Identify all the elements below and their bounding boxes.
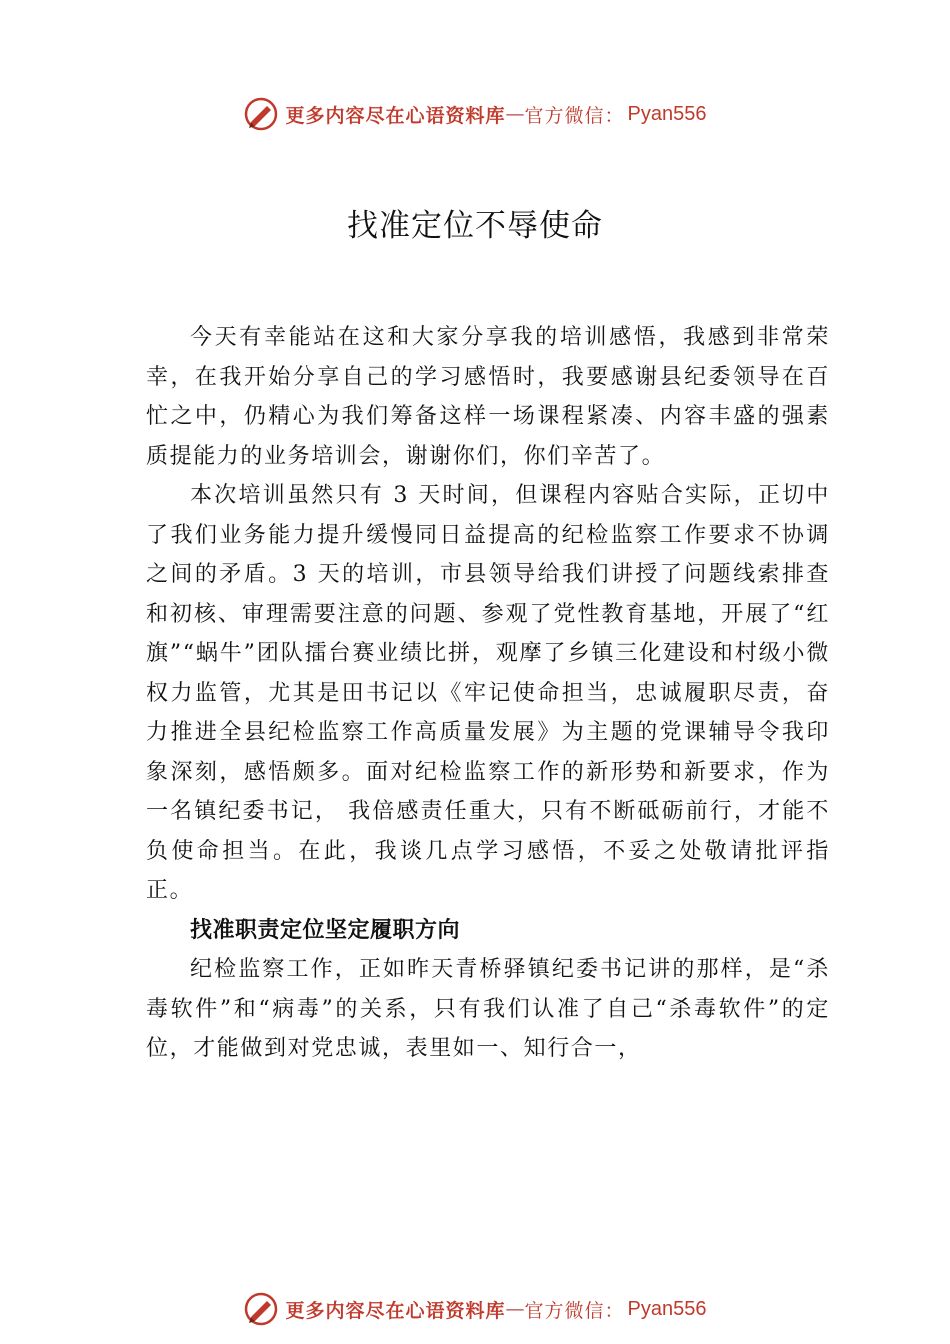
banner-dash: — [505, 1298, 525, 1320]
banner-label: 官方微信 [524, 1299, 605, 1322]
header-banner [0, 94, 950, 134]
section-heading: 找准职责定位坚定履职方向 [190, 917, 461, 943]
paragraph: 今天有幸能站在这和大家分享我的培训感悟，我感到非常荣幸，在我开始分享自己的学习感悟时，我要感谢县纪委领导在百忙之中，仍精心为我们筹备这样一场课程紧凑、内容丰盛的强素质提能力的业务培训会，谢谢你们，你们辛苦了。 [146, 325, 830, 469]
document-title: 找准定位不辱使命 [347, 208, 603, 244]
banner-wechat-id: Pyan556 [627, 102, 707, 125]
pen-logo-icon [243, 96, 279, 132]
pen-logo-icon [243, 1291, 279, 1327]
banner-dash: — [505, 103, 525, 125]
banner-text: 更多内容尽在心语资料库 [285, 104, 506, 127]
footer-banner [0, 1289, 950, 1329]
banner-wechat-id: Pyan556 [627, 1297, 707, 1320]
paragraph: 本次培训虽然只有 3 天时间，但课程内容贴合实际，正切中了我们业务能力提升缓慢同日益提高的纪检监察工作要求不协调之间的矛盾。3 天的培训，市县领导给我们讲授了问题线索排查和初核、审理需要注意的问题、参观了党性教育基地，开展了“红旗”“蜗牛”团队擂台赛业绩比拼，观摩了乡镇三化建设和村级小微权力监管，尤其是田书记以《牢记使命担当，忠诚履职尽责，奋力推进全县纪检监察工作高质量发展》为主题的党课辅导令我印象深刻，感悟颇多。面对纪检监察工作的新形势和新要求，作为一名镇纪委书记， 我倍感责任重大，只有不断砥砺前行，才能不负使命担当。在此，我谈几点学习感悟，不妥之处敬请批评指正。 [146, 483, 830, 903]
document-body [146, 318, 830, 1069]
banner-label: 官方微信 [524, 104, 605, 127]
banner-text: 更多内容尽在心语资料库 [285, 1299, 506, 1322]
paragraph: 纪检监察工作，正如昨天青桥驿镇纪委书记讲的那样，是“杀毒软件”和“病毒”的关系，只有我们认准了自己“杀毒软件”的定位，才能做到对党忠诚，表里如一、知行合一， [146, 957, 830, 1061]
banner-colon: ： [604, 1299, 624, 1322]
banner-colon: ： [604, 104, 624, 127]
